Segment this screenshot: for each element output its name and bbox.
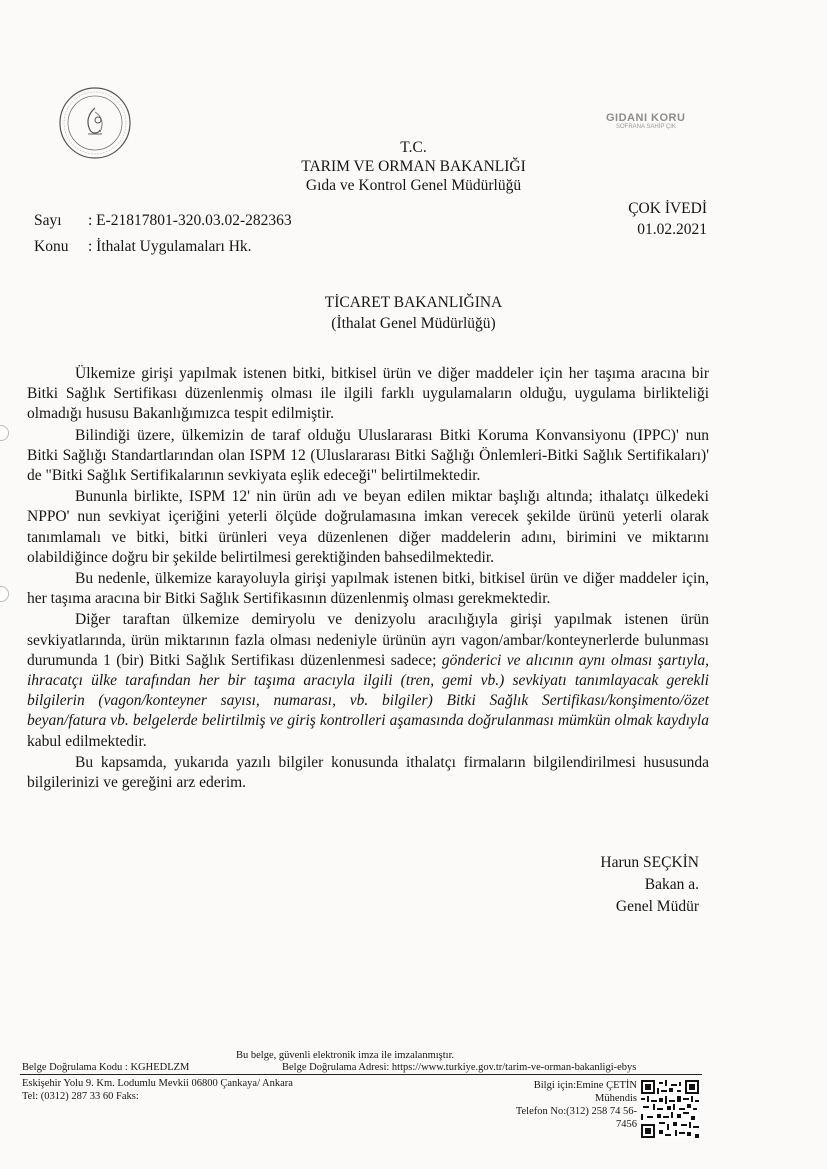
footer-tel: Tel: (0312) 287 33 60 Faks: [22,1091,139,1102]
signature-block [600,852,699,918]
logo-tagline: SOFRANA SAHİP ÇIK [616,124,676,130]
konu-value: : İthalat Uygulamaları Hk. [88,238,252,255]
paragraph-5-italic: gönderici ve alıcının aynı olması şartıyla, ihracatçı ülke tarafından her bir taşıma aracıyla ilgili (tren, gemi vb.) sevkiyatı tanımlayacak gerekli bilgilerin (vagon/konteyner sayısı, numarası, vb. bilgiler) Bitki Sağlık Sertifikası/konşimento/özet beyan/fatura vb. belgelerde belirtilmiş ve giriş kontrolleri aşamasında doğrulanması mümkün olmak kaydıyla [27,651,710,730]
document-date: 01.02.2021 [637,221,707,238]
logo-brand: GIDANI KORU [606,112,686,124]
footer-divider [20,1074,702,1075]
paragraph-2: Bilindiği üzere, ülkemizin de taraf olduğu Uluslararası Bitki Koruma Konvansiyonu (IPPC)' nun Bitki Sağlığı Standartlarından olan ISPM 12 (Uluslararası Bitki Sağlığı Önlemleri-Bitki Sağlık Sertifikaları)' de "Bitki Sağlık Sertifikalarının sevkiyata eşlik edeceği" belirtilmektedir. [27,426,709,485]
sayi-label: Sayı [34,212,62,229]
konu-row [34,238,252,256]
footer-address: Eskişehir Yolu 9. Km. Lodumlu Mevkii 06800 Çankaya/ Ankara [22,1078,293,1089]
sayi-row [34,212,292,230]
header-ministry: TARIM VE ORMAN BAKANLIĞI [301,158,526,175]
info-phone-ext: 7456 [616,1119,637,1130]
addressee [0,292,827,334]
konu-label: Konu [34,238,69,255]
info-role: Mühendis [595,1093,637,1104]
urgency-label: ÇOK İVEDİ [628,200,707,217]
paragraph-1: Ülkemize girişi yapılmak istenen bitki, bitkisel ürün ve diğer maddeler için her taşıma aracına bir Bitki Sağlık Sertifikası düzenlenmiş olması ile ilgili farklı uygulamaların olduğu, uygulama birlikteliği olmadığı hususu Bakanlığımızca tespit edilmiştir. [27,365,709,423]
addressee-line2: (İthalat Genel Müdürlüğü) [331,315,496,332]
signatory-title2: Genel Müdür [615,898,699,915]
qr-code-icon [640,1080,700,1138]
signatory-name: Harun SEÇKİN [600,854,699,871]
verify-code: Belge Doğrulama Kodu : KGHEDLZM [22,1062,190,1073]
letterhead [0,138,827,195]
paragraph-4: Bu nedenle, ülkemize karayoluyla girişi yapılmak istenen bitki, bitkisel ürün ve diğer maddeler için, her taşıma aracına bir Bitki Sağlık Sertifikasının düzenlenmiş olması gerekmektedir. [27,570,709,608]
verify-address: Belge Doğrulama Adresi: https://www.turkiye.gov.tr/tarim-ve-orman-bakanligi-ebys [282,1062,637,1073]
signatory-title1: Bakan a. [644,876,699,893]
paragraph-6: Bu kapsamda, yukarıda yazılı bilgiler konusunda ithalatçı firmaların bilgilendirilmesi hususunda bilgilerinizi ve gereğini arz ederim. [27,753,709,792]
header-tc: T.C. [400,139,427,156]
info-phone: Telefon No:(312) 258 74 56- [515,1106,637,1117]
paragraph-5-end: kabul edilmektedir. [27,732,147,750]
header-directorate: Gıda ve Kontrol Genel Müdürlüğü [305,177,522,194]
punch-hole [0,425,9,441]
letter-body [27,364,709,794]
info-contact: Bilgi için:Emine ÇETİN [533,1080,637,1091]
addressee-line1: TİCARET BAKANLIĞINA [324,294,503,311]
punch-hole [0,586,9,602]
paragraph-3: Bununla birlikte, ISPM 12' nin ürün adı ve beyan edilen miktar başlığı altında; ithalatçı ülkedeki NPPO' nun sevkiyat içeriğini yeterli ölçüde doğrulamasına imkan verecek şekilde ürünü yeterli olarak tanımlamalı ve bitki, bitki ürünleri veya düzenlenen diğer maddelerin adını, birimini ve miktarını olabildiğince doğru bir şekilde belirtilmesi gerektiğinden bahsedilmektedir. [27,488,709,566]
paragraph-5 [27,610,709,751]
esign-notice: Bu belge, güvenli elektronik imza ile imzalanmıştır. [236,1050,455,1061]
paragraph-5-start: Diğer taraftan ülkemize demiryolu ve denizyolu aracılığıyla girişi yapılmak istenen ürün sevkiyatlarında, ürün miktarının fazla olması nedeniyle ürünün ayrı vagon/ambar/konteynerlerde bulunması durumunda 1 (bir) Bitki Sağlık Sertifikası düzenlenmesi sadece; [27,611,709,669]
sayi-value: : E-21817801-320.03.02-282363 [88,212,292,229]
